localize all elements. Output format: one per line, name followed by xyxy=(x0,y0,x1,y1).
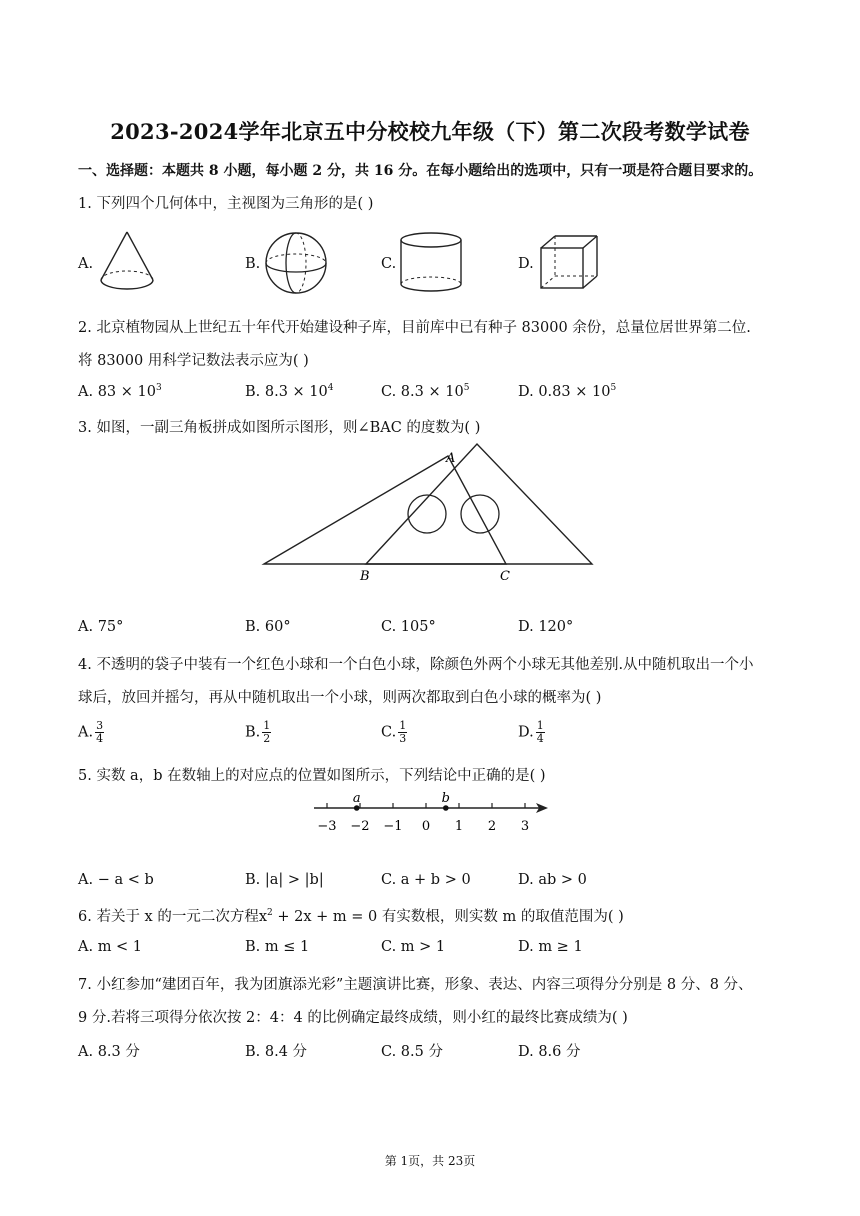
question-5-stem: 5. 实数 a，b 在数轴上的对应点的位置如图所示，下列结论中正确的是( ) xyxy=(78,768,546,784)
q6-option-d: D. m ≥ 1 xyxy=(518,939,583,955)
question-4-stem-line2: 球后，放回并摇匀，再从中随机取出一个小球，则两次都取到白色小球的概率为( ) xyxy=(78,690,602,706)
q6-option-a: A. m < 1 xyxy=(78,939,143,955)
q4-option-a: A. $\frac{3}{4}$ xyxy=(78,719,104,745)
axis-tick-label: −2 xyxy=(350,819,370,834)
cone-icon xyxy=(96,228,158,294)
point-b xyxy=(443,805,449,811)
q6-option-b: B. m ≤ 1 xyxy=(245,939,310,955)
axis-tick-label: 2 xyxy=(487,819,497,834)
axis-tick-label: 1 xyxy=(454,819,464,834)
q4-option-b: B. $\frac{1}{2}$ xyxy=(245,719,271,745)
q1-option-c: C. xyxy=(381,256,397,272)
question-4-stem-line1: 4. 不透明的袋子中装有一个红色小球和一个白色小球，除颜色外两个小球无其他差别.从中随机取出一个小 xyxy=(78,657,754,673)
point-b-label: b xyxy=(441,791,450,806)
point-a-label: a xyxy=(352,791,361,806)
q2-option-a: A. $83 \times 10^3$ xyxy=(78,383,162,400)
q1-option-a: A. xyxy=(78,256,94,272)
question-7-stem-line2: 9 分.若将三项得分依次按 2：4：4 的比例确定最终成绩，则小红的最终比赛成绩为( ) xyxy=(78,1010,628,1026)
q6-option-c: C. m > 1 xyxy=(381,939,446,955)
q5-option-c: C. a + b > 0 xyxy=(381,872,471,888)
axis-tick-label: 0 xyxy=(421,819,431,834)
axis-tick-label: 3 xyxy=(520,819,530,834)
q3-triangle-figure xyxy=(258,438,598,586)
page-footer: 第 1页，共 23页 xyxy=(384,1154,476,1168)
question-1-stem: 1. 下列四个几何体中，主视图为三角形的是( ) xyxy=(78,196,374,212)
q2-option-b: B. $8.3 \times 10^4$ xyxy=(245,383,334,400)
q4-option-d: D. $\frac{1}{4}$ xyxy=(518,719,544,745)
q3-option-d: D. 120° xyxy=(518,619,574,635)
q4-option-c: C. $\frac{1}{3}$ xyxy=(381,719,407,745)
q5-option-a: A. − a < b xyxy=(78,872,154,888)
q2-option-c: C. $8.3 \times 10^5$ xyxy=(381,383,470,400)
q5-number-line xyxy=(306,788,556,838)
sphere-icon xyxy=(263,230,329,296)
question-7-stem-line1: 7. 小红参加“建团百年，我为团旗添光彩”主题演讲比赛，形象、表达、内容三项得分分别是 8 分、8 分、 xyxy=(78,977,753,993)
vertex-a-label: A xyxy=(446,451,456,466)
q3-option-a: A. 75° xyxy=(78,619,124,635)
question-6-stem: 6. 若关于 x 的一元二次方程$x^2 + 2x + m = 0$ 有实数根，则实数 m 的取值范围为( ) xyxy=(78,908,624,925)
point-a xyxy=(354,805,360,811)
cylinder-icon xyxy=(397,230,465,296)
question-3-stem: 3. 如图，一副三角板拼成如图所示图形，则∠BAC 的度数为( ) xyxy=(78,420,481,436)
question-2-stem-line2: 将 83000 用科学记数法表示应为( ) xyxy=(78,353,309,369)
q7-option-a: A. 8.3 分 xyxy=(78,1044,140,1060)
question-2-stem-line1: 2. 北京植物园从上世纪五十年代开始建设种子库，目前库中已有种子 83000 余份，总量位居世界第二位. xyxy=(78,320,751,336)
q1-option-b: B. xyxy=(245,256,261,272)
axis-tick-label: −3 xyxy=(317,819,337,834)
vertex-b-label: B xyxy=(360,569,370,584)
q7-option-c: C. 8.5 分 xyxy=(381,1044,443,1060)
q5-option-b: B. |a| > |b| xyxy=(245,872,324,888)
q7-option-d: D. 8.6 分 xyxy=(518,1044,581,1060)
q5-option-d: D. ab > 0 xyxy=(518,872,587,888)
section-heading: 一、选择题：本题共 8 小题，每小题 2 分，共 16 分。在每小题给出的选项中，只有一项是符合题目要求的。 xyxy=(78,163,763,179)
axis-tick-label: −1 xyxy=(383,819,403,834)
cube-icon xyxy=(538,234,600,290)
q3-option-c: C. 105° xyxy=(381,619,436,635)
q2-option-d: D. $0.83 \times 10^5$ xyxy=(518,383,617,400)
q1-option-d: D. xyxy=(518,256,534,272)
q7-option-b: B. 8.4 分 xyxy=(245,1044,308,1060)
q3-option-b: B. 60° xyxy=(245,619,291,635)
page-title: 2023-2024学年北京五中分校校九年级（下）第二次段考数学试卷 xyxy=(110,119,750,144)
vertex-c-label: C xyxy=(500,569,510,584)
